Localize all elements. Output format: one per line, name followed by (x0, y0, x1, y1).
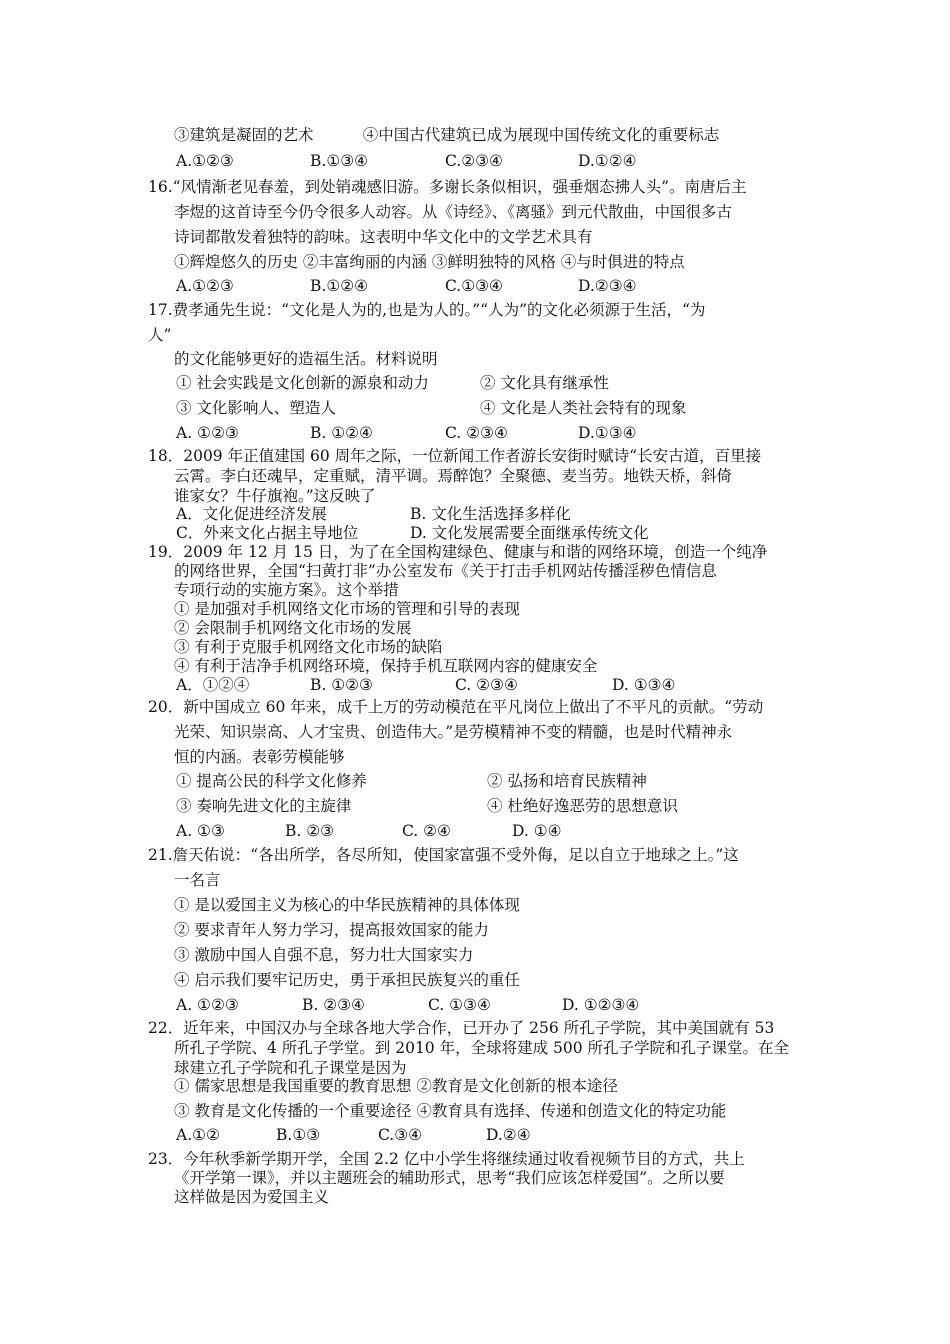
q18-option-c: C．外来文化占据主导地位 (176, 524, 359, 542)
q15-option-a: A.①②③ (176, 152, 234, 170)
q23-stem-line-3: 这样做是因为爱国主义 (174, 1188, 330, 1206)
q22-stem-line-1: 22．近年来，中国汉办与全球各地大学合作，已开办了 256 所孔子学院，其中美国就有 53 (148, 1019, 775, 1037)
q21-option-b: B. ②③④ (302, 996, 365, 1014)
q19-stem-line-1: 19．2009 年 12 月 15 日，为了在全国构建绿色、健康与和谐的网络环境，创造一个纯净 (148, 543, 768, 561)
q19-option-a: A．①②④ (176, 676, 250, 694)
q21-option-a: A. ①②③ (176, 996, 239, 1014)
q18-option-d: D. 文化发展需要全面继承传统文化 (410, 524, 649, 542)
q20-item-4: ④ 杜绝好逸恶劳的思想意识 (487, 797, 678, 815)
q19-option-d: D. ①③④ (612, 676, 676, 694)
q21-item-4: ④ 启示我们要牢记历史，勇于承担民族复兴的重任 (174, 971, 520, 989)
q19-item-2: ② 会限制手机网络文化市场的发展 (174, 619, 412, 637)
q22-stem-line-3: 球建立孔子学院和孔子课堂是因为 (174, 1059, 407, 1077)
q17-option-b: B. ①②④ (310, 424, 373, 442)
q20-option-d: D. ①④ (512, 822, 562, 840)
q22-items-line-2: ③ 教育是文化传播的一个重要途径 ④教育具有选择、传递和创造文化的特定功能 (174, 1102, 727, 1120)
q22-option-c: C.③④ (378, 1126, 423, 1144)
q17-item-1: ① 社会实践是文化创新的源泉和动力 (176, 374, 429, 392)
q17-stem-line-3: 的文化能够更好的造福生活。材料说明 (174, 350, 438, 368)
q17-stem-line-2: 人” (148, 326, 172, 344)
q19-item-4: ④ 有利于洁净手机网络环境，保持手机互联网内容的健康安全 (174, 657, 598, 675)
q16-stem-line-1: 16.“风情渐老见春羞，到处销魂感旧游。多谢长条似相识，强垂烟态拂人头”。南唐后主 (148, 178, 747, 196)
q23-stem-line-1: 23．今年秋季新学期开学，全国 2.2 亿中小学生将继续通过收看视频节目的方式，共上 (148, 1150, 745, 1168)
q21-item-3: ③ 激励中国人自强不息，努力壮大国家实力 (174, 946, 474, 964)
q16-items-line: ①辉煌悠久的历史 ②丰富绚丽的内涵 ③鲜明独特的风格 ④与时俱进的特点 (174, 253, 685, 271)
q20-option-c: C. ②④ (402, 822, 451, 840)
q20-stem-line-2: 光荣、知识崇高、人才宝贵、创造伟大。”是劳模精神不变的精髓，也是时代精神永 (174, 723, 733, 741)
q17-item-4: ④ 文化是人类社会特有的现象 (480, 399, 687, 417)
q21-item-2: ② 要求青年人努力学习，提高报效国家的能力 (174, 921, 489, 939)
q15-option-c: C.②③④ (445, 152, 503, 170)
q18-option-b: B. 文化生活选择多样化 (410, 505, 571, 523)
q16-option-d: D.②③④ (578, 277, 637, 295)
q15-items-line: ③建筑是凝固的艺术 ④中国古代建筑已成为展现中国传统文化的重要标志 (174, 126, 720, 144)
q19-stem-line-2: 的网络世界，全国“扫黄打非”办公室发布《关于打击手机网站传播淫秽色情信息 (174, 562, 717, 580)
q21-stem-line-2: 一名言 (174, 871, 221, 889)
q15-option-b: B.①③④ (310, 152, 369, 170)
q20-option-a: A. ①③ (176, 822, 225, 840)
q18-stem-line-1: 18．2009 年正值建国 60 周年之际，一位新闻工作者游长安街时赋诗“长安古道，百里接 (148, 447, 762, 465)
q16-option-c: C.①③④ (445, 277, 503, 295)
q19-stem-line-3: 专项行动的实施方案》。这个举措 (174, 581, 399, 599)
q20-item-1: ① 提高公民的科学文化修养 (176, 772, 367, 790)
q21-option-d: D. ①②③④ (562, 996, 640, 1014)
q22-stem-line-2: 所孔子学院、4 所孔子学堂。到 2010 年，全球将建成 500 所孔子学院和孔子课堂。在全 (174, 1039, 790, 1057)
q19-item-1: ① 是加强对手机网络文化市场的管理和引导的表现 (174, 600, 520, 618)
q18-stem-line-2: 云霄。李白还魂早，定重赋，清平调。焉醉饱？全聚德、麦当劳。地铁天桥，斜倚 (174, 467, 733, 485)
q19-item-3: ③ 有利于克服手机网络文化市场的缺陷 (174, 638, 443, 656)
q23-stem-line-2: 《开学第一课》，并以主题班会的辅助形式，思考“我们应该怎样爱国”。之所以要 (174, 1169, 725, 1187)
q17-item-2: ② 文化具有继承性 (480, 374, 609, 392)
q22-option-a: A.①② (176, 1126, 220, 1144)
q16-option-b: B.①②④ (310, 277, 369, 295)
q17-option-c: C. ②③④ (445, 424, 508, 442)
q20-option-b: B. ②③ (285, 822, 335, 840)
q20-item-2: ② 弘扬和培育民族精神 (487, 772, 647, 790)
q20-stem-line-3: 恒的内涵。表彰劳模能够 (174, 748, 345, 766)
q16-stem-line-2: 李煜的这首诗至今仍令很多人动容。从《诗经》、《离骚》到元代散曲，中国很多古 (174, 203, 733, 221)
q22-option-d: D.②④ (486, 1126, 531, 1144)
q19-option-b: B. ①②③ (310, 676, 373, 694)
q17-stem-line-1: 17.费孝通先生说：“文化是人为的,也是为人的。”“人为”的文化必须源于生活，“为 (148, 301, 706, 319)
q17-option-a: A. ①②③ (176, 424, 239, 442)
q15-option-d: D.①②④ (578, 152, 637, 170)
q20-stem-line-1: 20．新中国成立 60 年来，成千上万的劳动模范在平凡岗位上做出了不平凡的贡献。“劳动 (148, 698, 764, 716)
q21-item-1: ① 是以爱国主义为核心的中华民族精神的具体体现 (174, 896, 520, 914)
q18-option-a: A．文化促进经济发展 (176, 505, 327, 523)
q17-option-d: D.①③④ (578, 424, 637, 442)
q22-option-b: B.①③ (276, 1126, 321, 1144)
q19-option-c: C. ②③④ (455, 676, 518, 694)
q21-stem-line-1: 21.詹天佑说：“各出所学，各尽所知，使国家富强不受外侮，足以自立于地球之上。”这 (148, 846, 739, 864)
q21-option-c: C. ①③④ (428, 996, 491, 1014)
q17-item-3: ③ 文化影响人、塑造人 (176, 399, 336, 417)
q22-items-line-1: ① 儒家思想是我国重要的教育思想 ②教育是文化创新的根本途径 (174, 1077, 618, 1095)
q20-item-3: ③ 奏响先进文化的主旋律 (176, 797, 352, 815)
q16-option-a: A.①②③ (176, 277, 234, 295)
q18-stem-line-3: 谁家女？牛仔旗袍。”这反映了 (174, 487, 376, 505)
q16-stem-line-3: 诗词都散发着独特的韵味。这表明中华文化中的文学艺术具有 (174, 228, 593, 246)
